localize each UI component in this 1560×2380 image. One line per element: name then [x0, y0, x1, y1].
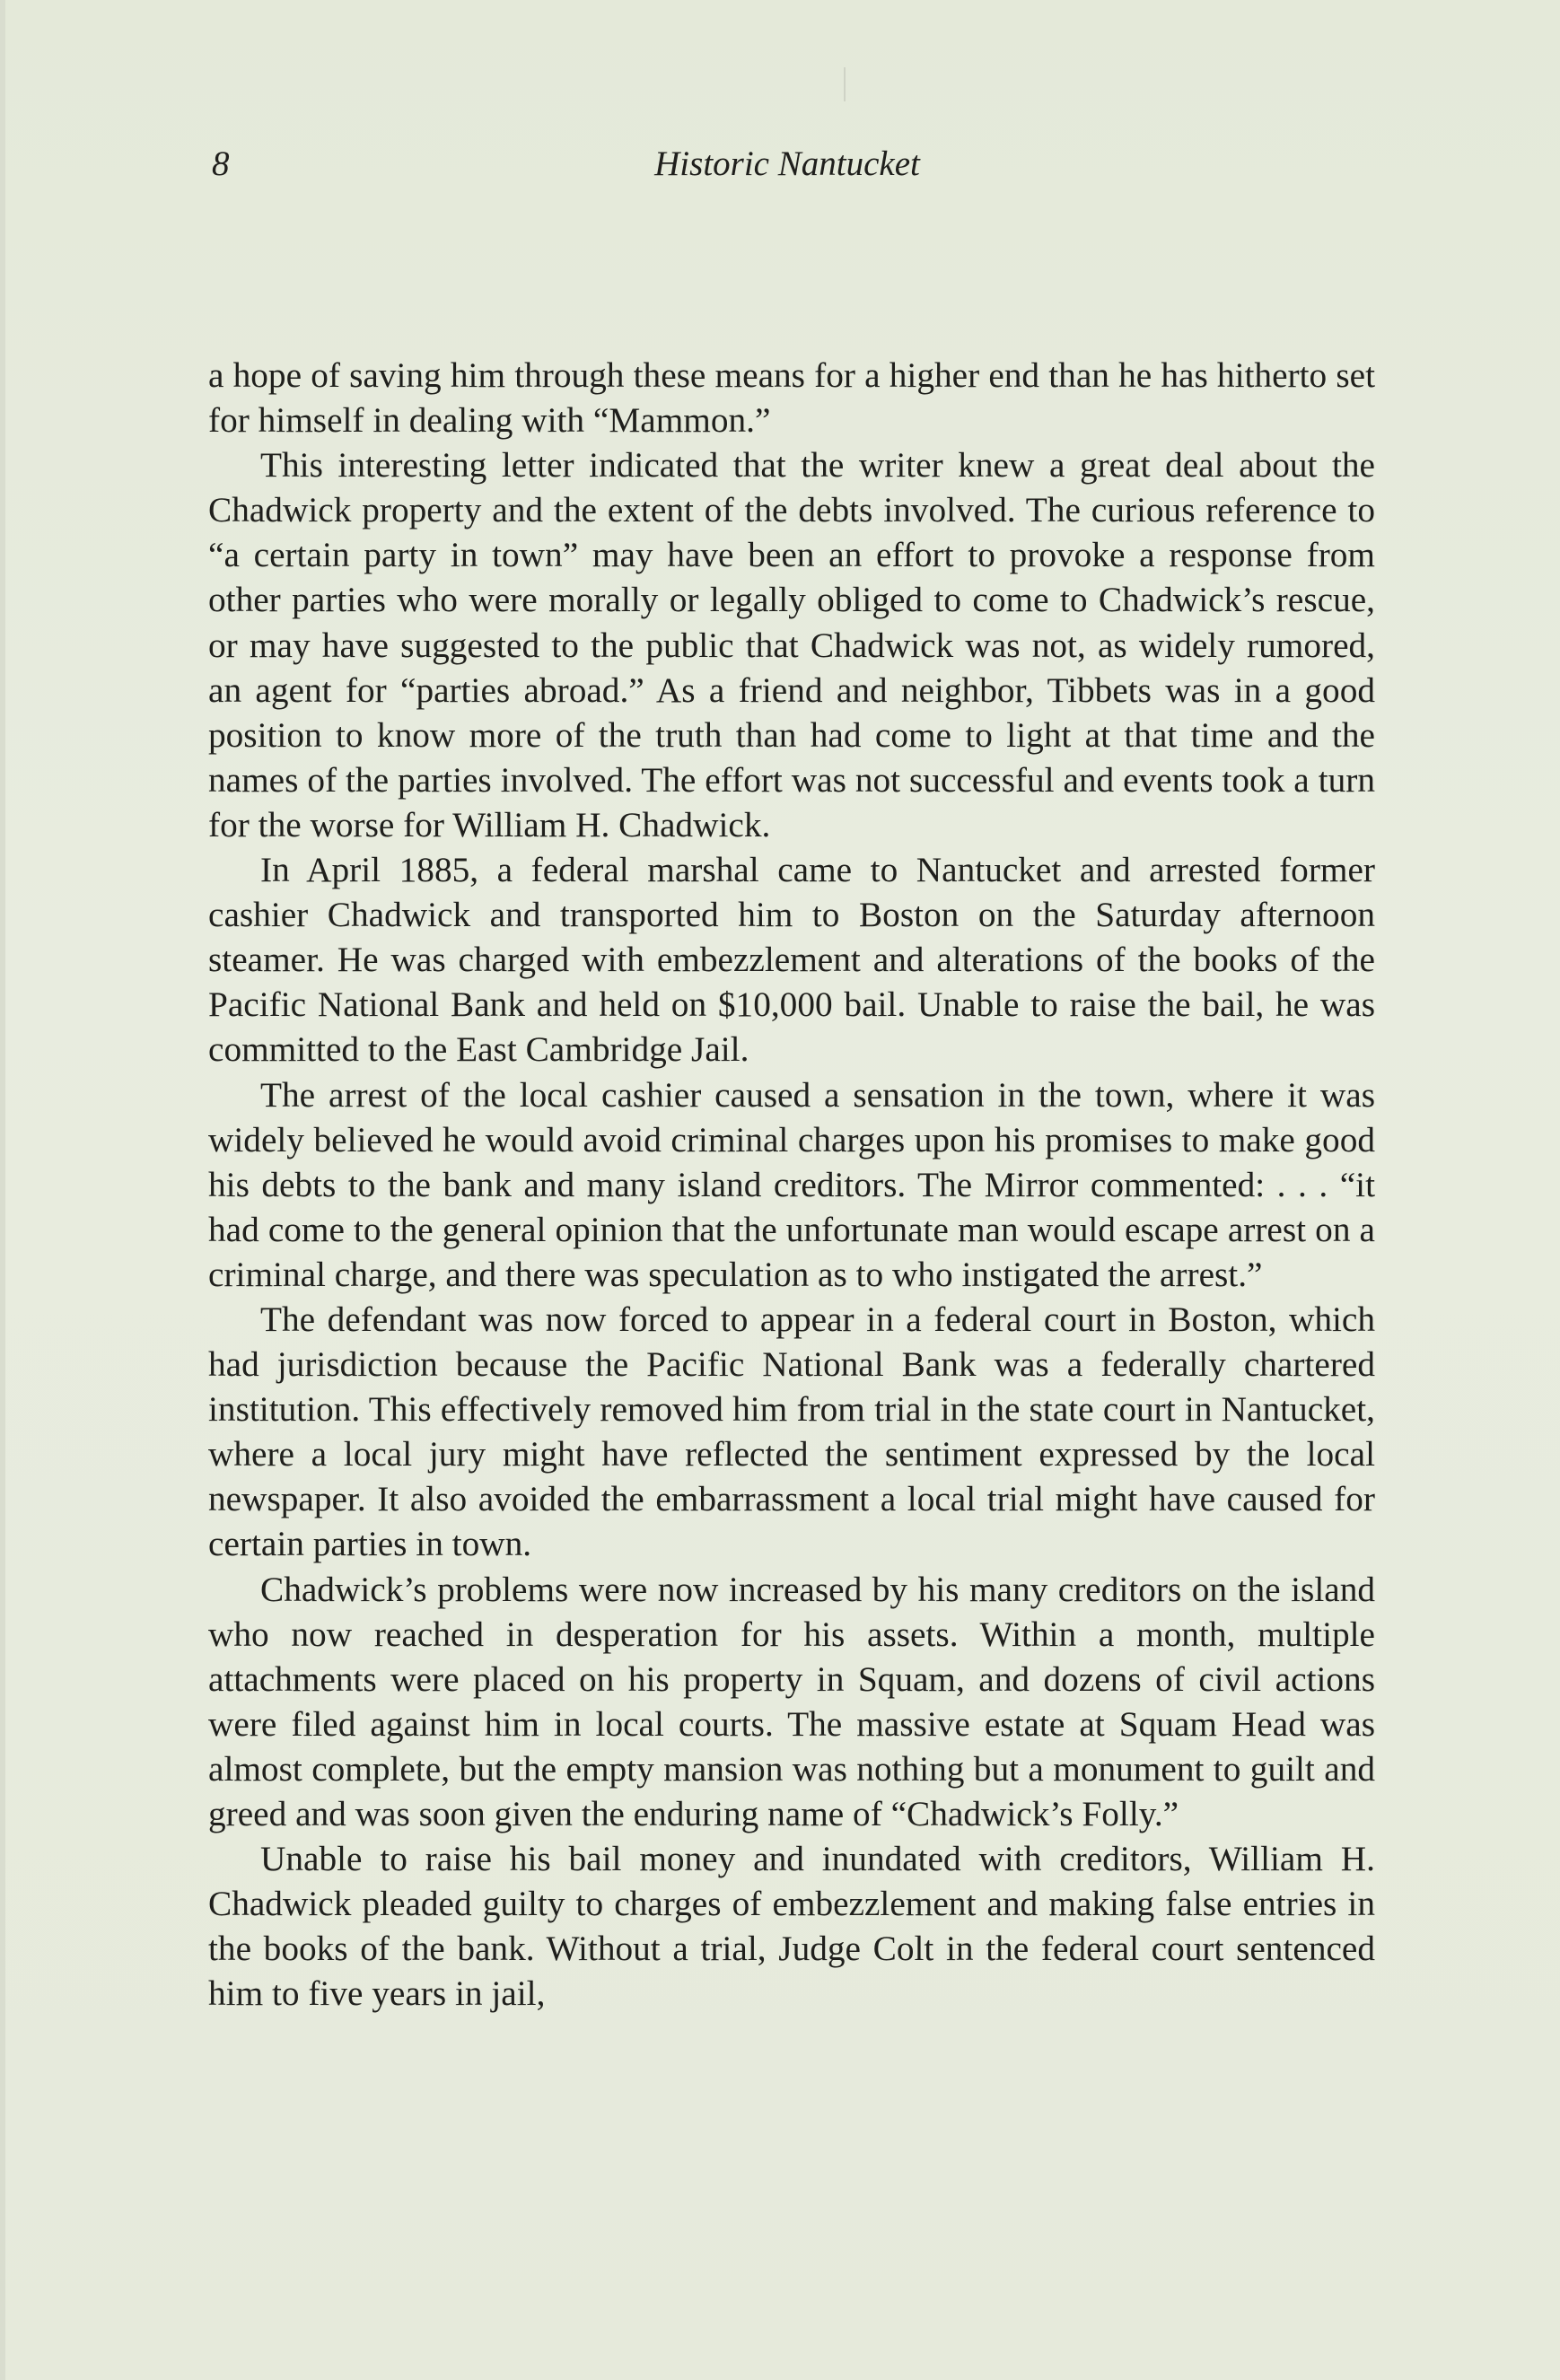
paragraph-sensation: The arrest of the local cashier caused a sensation in the town, where it was widely believed he would avoid criminal charges upon his promises to make good his debts to the bank and many island creditors. The Mirror commented: . . . “it had come to the general opinion that the unfortunate man would escape arrest on a criminal charge, and there was speculation as to who instigated the arrest.”: [208, 1074, 1375, 1294]
running-title: Historic Nantucket: [654, 144, 920, 183]
page-number: 8: [212, 144, 230, 183]
running-head: [208, 144, 1366, 197]
body-text: [208, 353, 1375, 2016]
paragraph-letter-analysis: This interesting letter indicated that the writer knew a great deal about the Chadwick property and the extent of the debts involved. The curious reference to “a certain party in town” may have been an effort to provoke a response from other parties who were morally or legally obliged to come to Chadwick’s rescue, or may have suggested to the public that Chadwick was not, as widely rumored, an agent for “parties abroad.” As a friend and neighbor, Tibbets was in a good position to know more of the truth than had come to light at that time and the names of the parties involved. The effort was not successful and events took a turn for the worse for William H. Chadwick.: [208, 445, 1375, 844]
page-gutter-edge: [0, 0, 5, 2380]
paragraph-continued: a hope of saving him through these means for a higher end than he has hitherto set for himself in dealing with “Mammon.”: [208, 355, 1375, 441]
paragraph-federal-court: The defendant was now forced to appear in a federal court in Boston, which had jurisdiction because the Pacific National Bank was a federally chartered institution. This effectively removed him from trial in the state court in Nantucket, where a local jury might have reflected the sentiment expressed by the local newspaper. It also avoided the embarrassment a local trial might have caused for certain parties in town.: [208, 1299, 1375, 1564]
paragraph-sentence: Unable to raise his bail money and inundated with creditors, William H. Chadwick pleaded guilty to charges of embezzlement and making false entries in the books of the bank. Without a trial, Judge Colt in the federal court sentenced him to five years in jail,: [208, 1839, 1375, 2014]
page-crease-mark: [844, 67, 846, 101]
paragraph-arrest: In April 1885, a federal marshal came to Nantucket and arrested former cashier Chadwick and transported him to Boston on the Saturday afternoon steamer. He was charged with embezzlement and alterations of the books of the Pacific National Bank and held on $10,000 bail. Unable to raise the bail, he was committed to the East Cambridge Jail.: [208, 850, 1375, 1070]
paragraph-creditors: Chadwick’s problems were now increased by his many creditors on the island who now reached in desperation for his assets. Within a month, multiple attachments were placed on his property in Squam, and dozens of civil actions were filed against him in local courts. The massive estate at Squam Head was almost complete, but the empty mansion was nothing but a monument to guilt and greed and was soon given the enduring name of “Chadwick’s Folly.”: [208, 1569, 1375, 1833]
